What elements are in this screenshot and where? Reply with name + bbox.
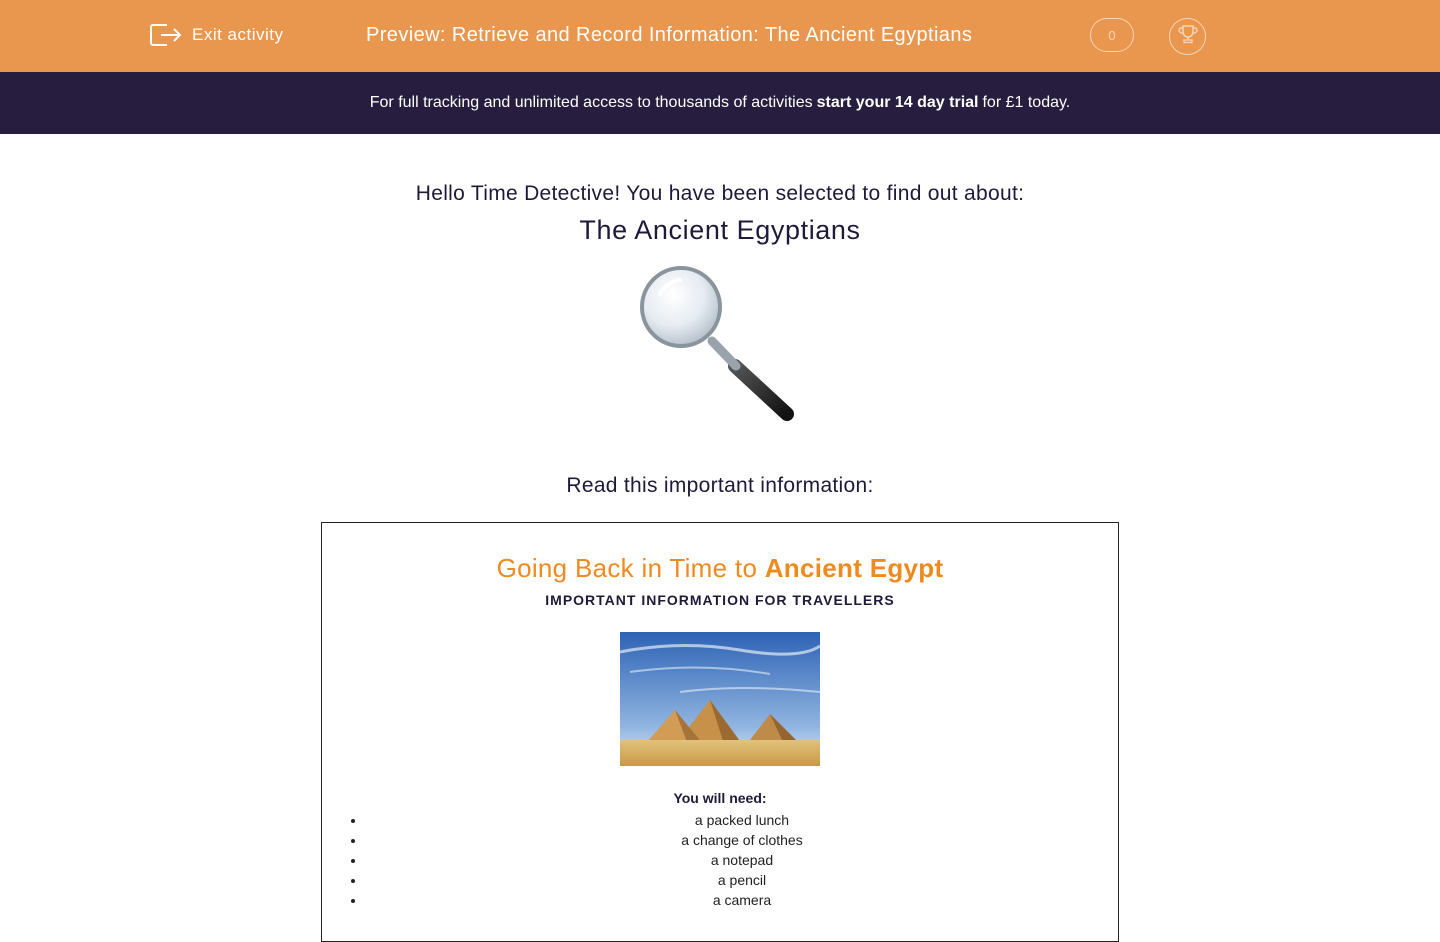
topic-title: The Ancient Egyptians bbox=[579, 215, 861, 245]
top-bar bbox=[0, 0, 1440, 72]
instruction-text: Read this important information: bbox=[566, 474, 874, 497]
promo-text: For full tracking and unlimited access to thousands of activities bbox=[369, 94, 813, 111]
headline-plain: Going Back in Time to bbox=[496, 553, 758, 583]
activity-title: Preview: Retrieve and Record Information: The Ancient Egyptians bbox=[366, 24, 973, 46]
list-item: • a packed lunch bbox=[366, 810, 1118, 830]
list-item: • a change of clothes bbox=[366, 830, 1118, 850]
pyramids-image bbox=[620, 632, 820, 766]
list-item: • a notepad bbox=[366, 850, 1118, 870]
trial-banner[interactable] bbox=[0, 72, 1440, 134]
activity-intro bbox=[0, 182, 1440, 498]
score-badge: 0 bbox=[1090, 18, 1134, 52]
exit-activity-button[interactable] bbox=[149, 21, 284, 49]
list-item: • a camera bbox=[366, 890, 1118, 910]
exit-activity-label: Exit activity bbox=[192, 25, 284, 44]
need-label: You will need: bbox=[673, 790, 767, 806]
info-subheading: IMPORTANT INFORMATION FOR TRAVELLERS bbox=[545, 592, 895, 608]
exit-icon bbox=[149, 21, 182, 49]
promo-text-end: for £1 today. bbox=[982, 94, 1071, 111]
headline-bold: Ancient Egypt bbox=[764, 553, 944, 583]
magnifying-glass-icon bbox=[640, 266, 800, 426]
needs-list bbox=[322, 810, 1118, 910]
info-card bbox=[321, 522, 1119, 942]
list-item: • a pencil bbox=[366, 870, 1118, 890]
info-headline bbox=[322, 553, 1118, 584]
promo-trial-link[interactable]: start your 14 day trial bbox=[816, 94, 979, 111]
trophy-button[interactable] bbox=[1169, 18, 1206, 55]
trophy-icon bbox=[1177, 23, 1199, 50]
greeting: Hello Time Detective! You have been selected to find out about: bbox=[415, 182, 1025, 205]
